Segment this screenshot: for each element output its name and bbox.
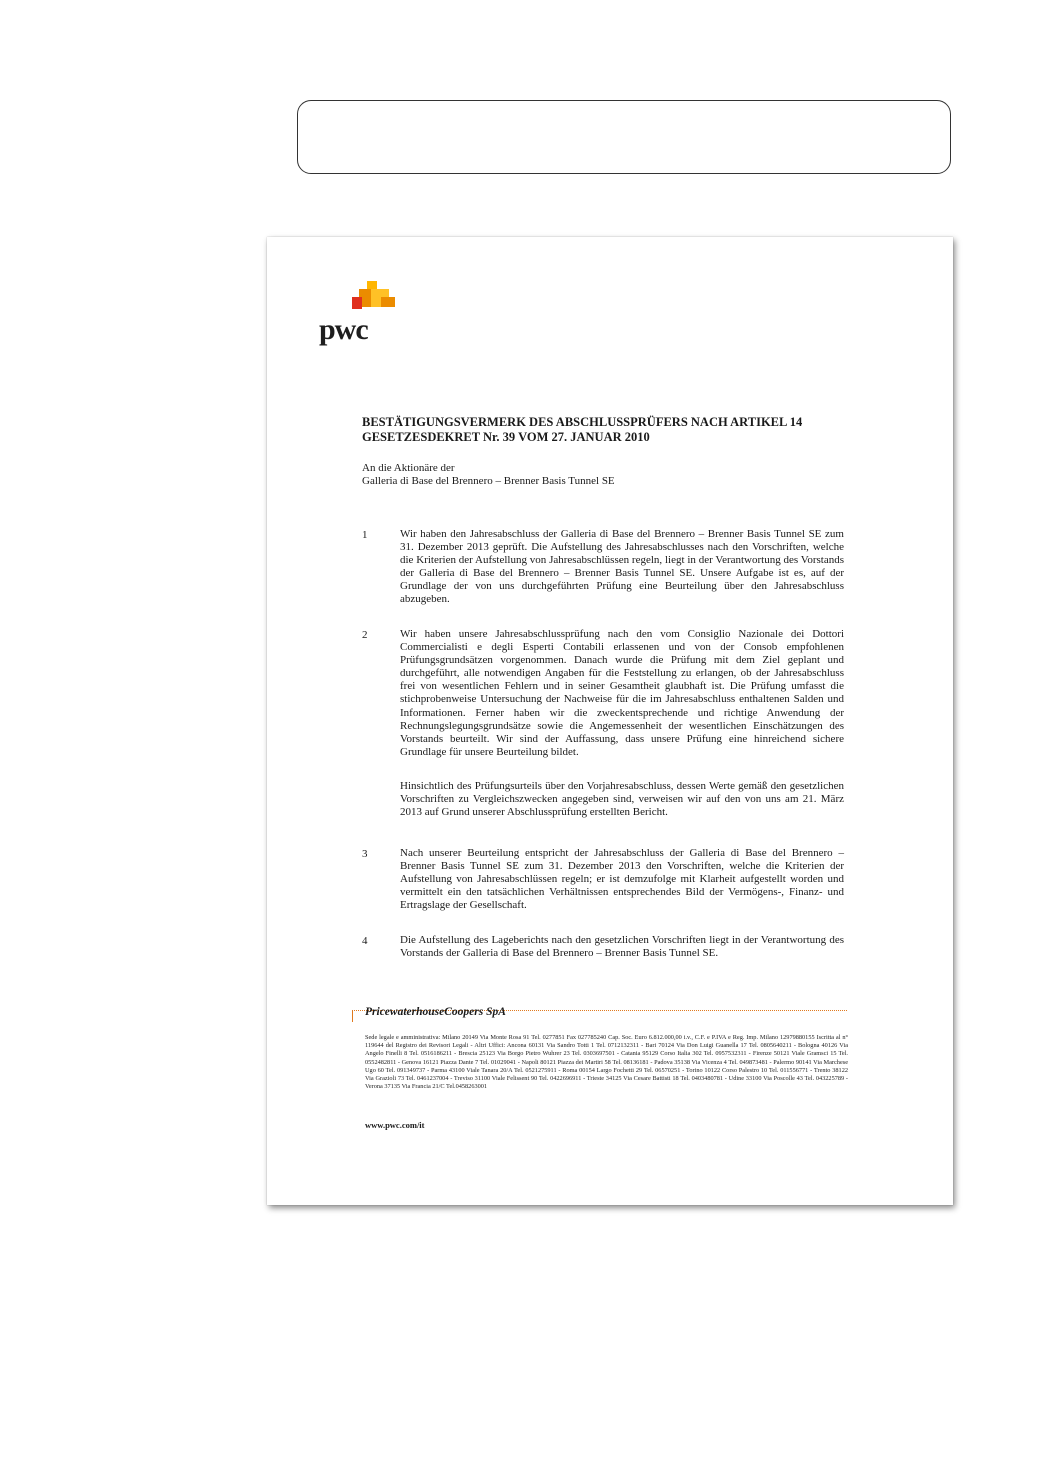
paragraph-text: Die Aufstellung des Lageberichts nach den gesetzlichen Vorschriften liegt in der Verantwortung des Vorstands der Galleria di Base del Brennero – Brenner Basis Tunnel SE. <box>400 934 844 960</box>
addressee <box>362 462 862 488</box>
paragraph-text: Hinsichtlich des Prüfungsurteils über den Vorjahresabschluss, dessen Werte gemäß den gesetzlichen Vorschriften zu Vergleichszwecken angegeben sind, verweisen wir auf den von uns am 21. März 2013 auf Grund unserer Abschlussprüfung erstellten Bericht. <box>400 780 844 819</box>
title-line-1: BESTÄTIGUNGSVERMERK DES ABSCHLUSSPRÜFERS NACH ARTIKEL 14 <box>362 415 803 429</box>
paragraph-text: Nach unserer Beurteilung entspricht der Jahresabschluss der Galleria di Base del Brennero – Brenner Basis Tunnel SE zum 31. Dezember 2013 den Vorschriften, welche die Kriterien der Aufstellung von Jahresabschlüssen regeln; er ist demzufolge mit Klarheit aufgestellt worden und vermittelt ein den tatsächlichen Verhältnissen entsprechendes Bild der Vermögens-, Finanz- und Ertragslage der Gesellschaft. <box>400 847 844 912</box>
document-page <box>267 237 953 1205</box>
paragraph-text: Wir haben den Jahresabschluss der Galleria di Base del Brennero – Brenner Basis Tunnel SE zum 31. Dezember 2013 geprüft. Die Aufstellung des Jahresabschlusses nach den Vorschriften, welche die Kriterien der Aufstellung von Jahresabschlüssen regeln, liegt in der Verantwortung des Vorstands der Galleria di Base del Brennero – Brenner Basis Tunnel SE. Unsere Aufgabe ist es, auf der Grundlage der von uns durchgeführten Prüfung eine Beurteilung über den Jahresabschluss abzugeben. <box>400 528 844 606</box>
addressee-line-1: An die Aktionäre der <box>362 462 455 474</box>
paragraph-text: Wir haben unsere Jahresabschlussprüfung nach den vom Consiglio Nazionale dei Dottori Commercialisti e degli Esperti Contabili erlassenen und von der Consob empfohlenen Prüfungsgrundsätzen vorgenommen. Danach wurde die Prüfung mit dem Ziel geplant und durchgeführt, alle notwendigen Angaben für die Feststellung zu erlangen, ob der Jahresabschluss frei von wesentlichen Fehlern und in seiner Gesamtheit glaubhaft ist. Die Prüfung umfasst die stichprobenweise Untersuchung der Nachweise für die im Jahresabschluss enthaltenen Salden und Informationen. Ferner haben wir die zweckentsprechende und richtige Anwendung der Rechnungslegungsgrundsätze sowie die Angemessenheit der wesentlichen Einschätzungen des Vorstands beurteilt. Wir sind der Auffassung, dass unsere Prüfung eine hinreichend sichere Grundlage für unsere Beurteilung bildet. <box>400 628 844 758</box>
title-line-2: GESETZESDEKRET Nr. 39 VOM 27. JANUAR 2010 <box>362 430 650 444</box>
website-link[interactable]: www.pwc.com/it <box>365 1120 425 1130</box>
paragraph-number: 4 <box>362 935 368 947</box>
addressee-line-2: Galleria di Base del Brennero – Brenner Basis Tunnel SE <box>362 475 615 487</box>
header-text-box <box>297 100 951 174</box>
paragraph-number: 1 <box>362 529 368 541</box>
firm-name: PricewaterhouseCoopers SpA <box>365 1006 506 1018</box>
document-title <box>362 415 862 445</box>
footer-divider-tick <box>352 1010 353 1022</box>
paragraph-number: 2 <box>362 629 368 641</box>
legal-notice: Sede legale e amministrativa: Milano 20149 Via Monte Rosa 91 Tel. 0277851 Fax 027785240 Cap. Soc. Euro 6.812.000,00 i.v., C.F. e P.IVA e Reg. Imp. Milano 12979880155 Iscritta al n° 119644 del Registro dei Revisori Legali - Altri Uffici: Ancona 60131 Via Sandro Totti 1 Tel. 0712132311 - Bari 70124 Via Don Luigi Guanella 17 Tel. 0805640211 - Bologna 40126 Via Angelo Finelli 8 Tel. 0516186211 - Brescia 25123 Via Borgo Pietro Wuhrer 23 Tel. 0303697501 - Catania 95129 Corso Italia 302 Tel. 0957532311 - Firenze 50121 Viale Gramsci 15 Tel. 0552482811 - Genova 16121 Piazza Dante 7 Tel. 01029041 - Napoli 80121 Piazza dei Martiri 58 Tel. 08136181 - Padova 35138 Via Vicenza 4 Tel. 049873481 - Palermo 90141 Via Marchese Ugo 60 Tel. 091349737 - Parma 43100 Viale Tanara 20/A Tel. 0521275911 - Roma 00154 Largo Fochetti 29 Tel. 06570251 - Torino 10122 Corso Palestro 10 Tel. 011556771 - Trento 38122 Via Grazioli 73 Tel. 0461237004 - Treviso 31100 Viale Felissent 90 Tel. 0422696911 - Trieste 34125 Via Cesare Battisti 18 Tel. 0403480781 - Udine 33100 Via Poscolle 43 Tel. 043225789 - Verona 37135 Via Francia 21/C Tel.0458263001 <box>365 1034 848 1091</box>
paragraph-number: 3 <box>362 848 368 860</box>
pwc-logo-text: pwc <box>319 313 368 346</box>
